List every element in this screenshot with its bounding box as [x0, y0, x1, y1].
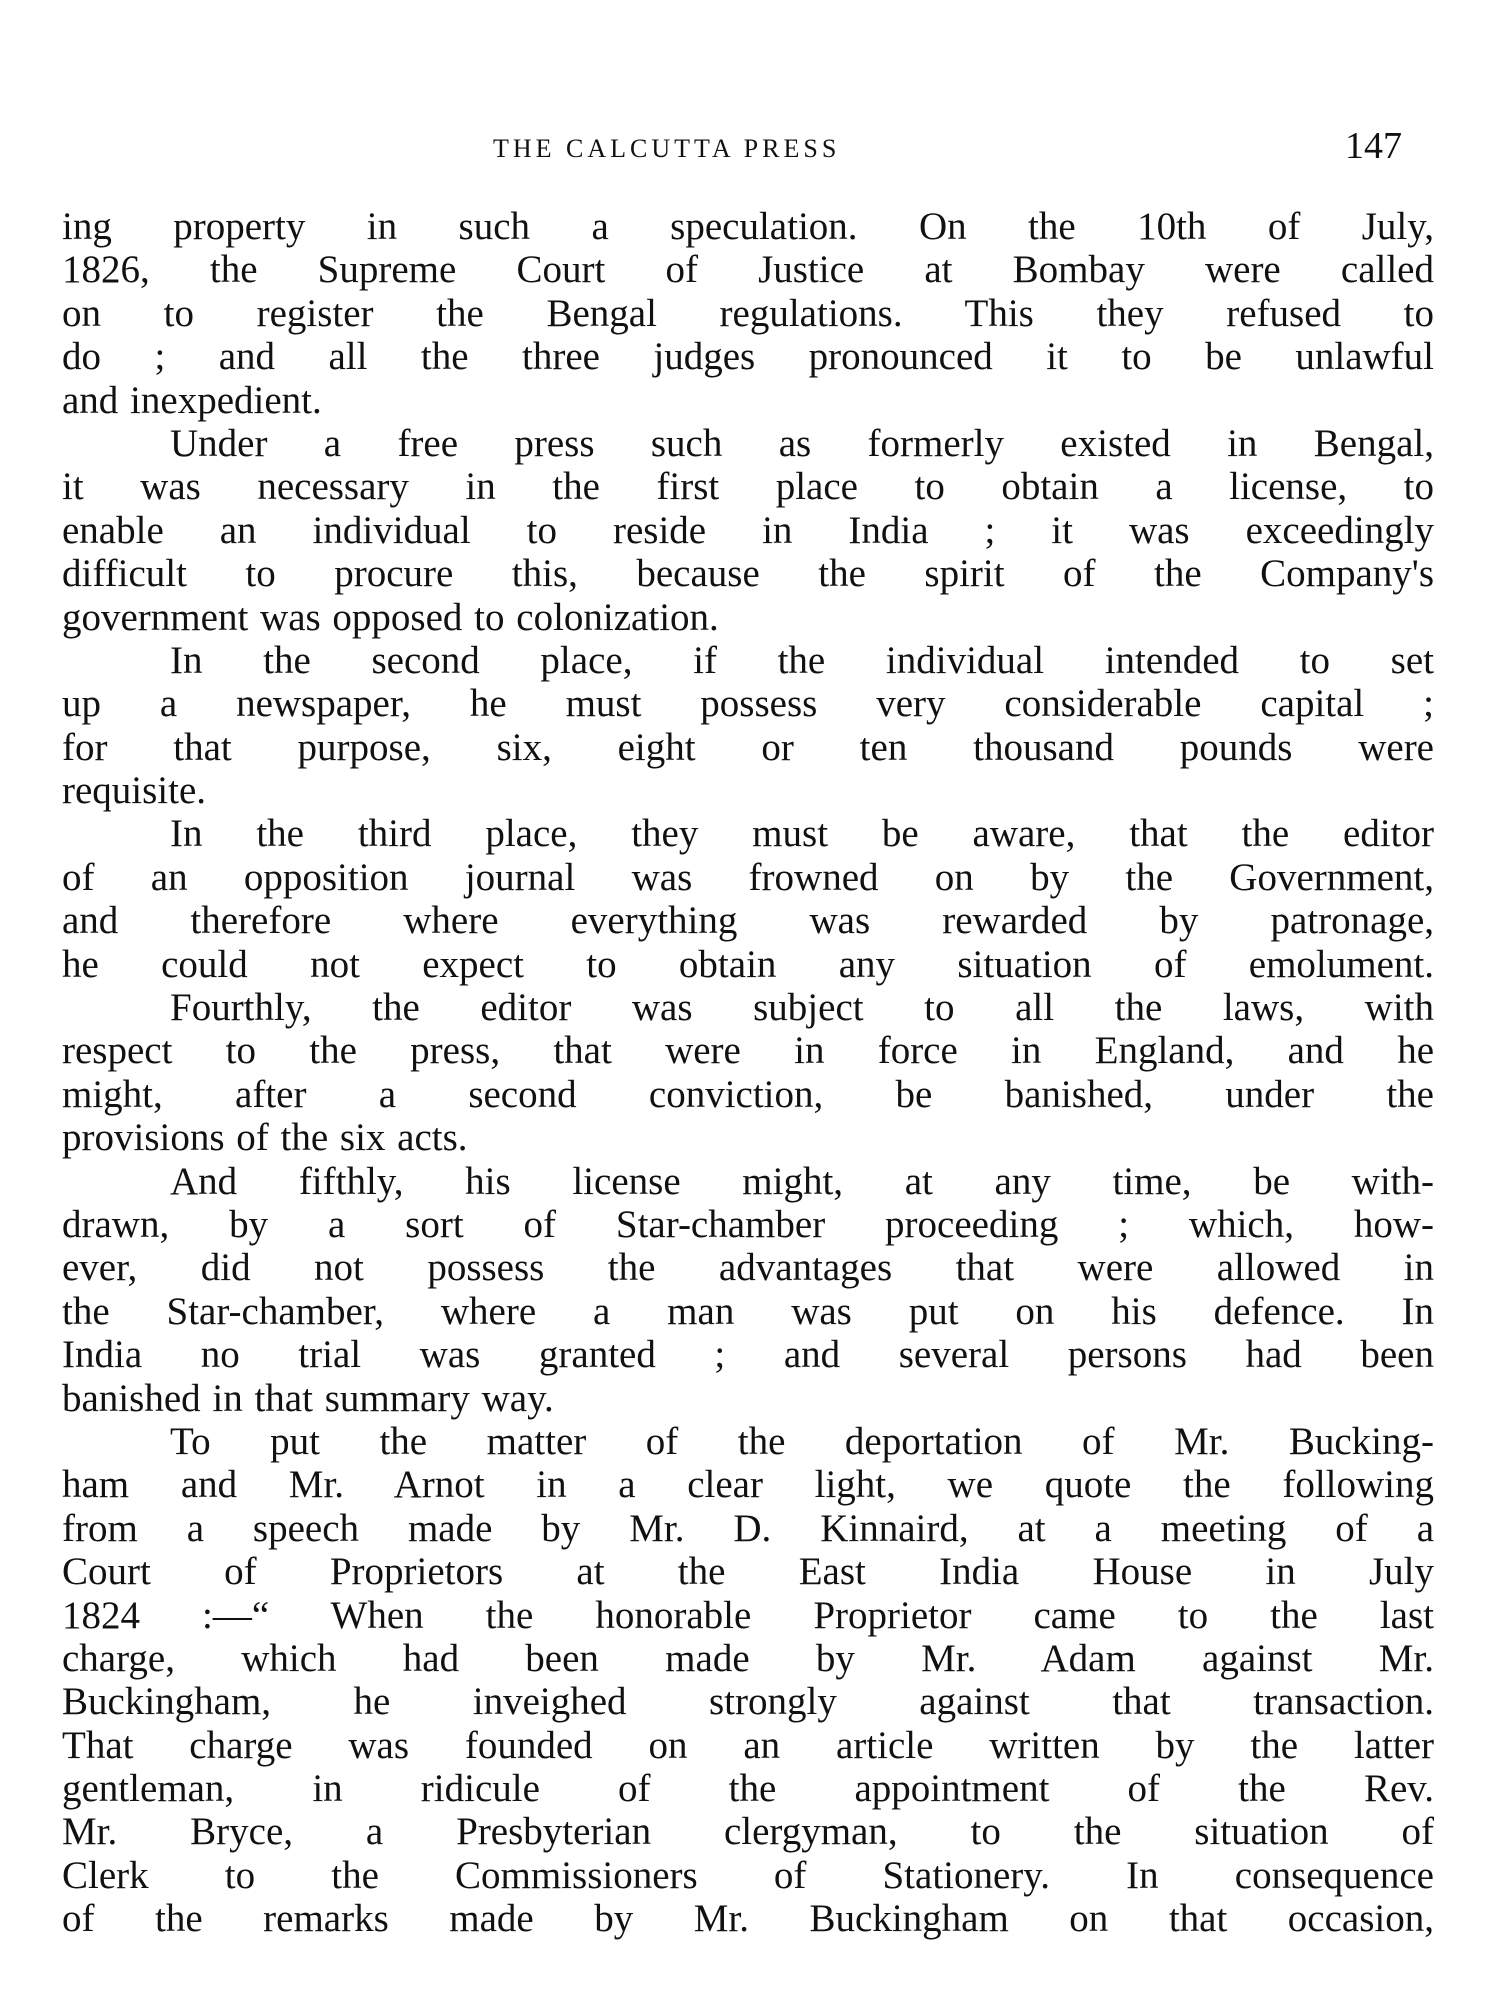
text-line: of the remarks made by Mr. Buckingham on that occasion,	[62, 1897, 1434, 1941]
text-line: Court of Proprietors at the East India House in July	[62, 1550, 1434, 1594]
text-line: up a newspaper, he must possess very considerable capital ;	[62, 682, 1434, 726]
text-line: and inexpedient.	[62, 378, 322, 422]
text-line: he could not expect to obtain any situation of emolument.	[62, 942, 1434, 986]
text-line: for that purpose, six, eight or ten thousand pounds were	[62, 725, 1434, 769]
text-line: ing property in such a speculation. On the 10th of July,	[62, 205, 1434, 248]
text-line: Under a free press such as formerly existed in Bengal,	[170, 421, 1434, 465]
text-line: Fourthly, the editor was subject to all the laws, with	[170, 986, 1434, 1030]
text-line: In the third place, they must be aware, that the editor	[170, 812, 1434, 856]
text-line: respect to the press, that were in force in England, and he	[62, 1029, 1434, 1073]
text-line: it was necessary in the first place to obtain a license, to	[62, 465, 1434, 509]
text-line: banished in that summary way.	[62, 1376, 554, 1420]
text-line: drawn, by a sort of Star-chamber proceeding ; which, how-	[62, 1202, 1434, 1246]
text-line: on to register the Bengal regulations. This they refused to	[62, 291, 1434, 335]
text-line: Clerk to the Commissioners of Stationery. In consequence	[62, 1853, 1434, 1897]
text-line: Buckingham, he inveighed strongly against that transaction.	[62, 1680, 1434, 1724]
text-line: enable an individual to reside in India ; it was exceedingly	[62, 508, 1434, 552]
text-line: provisions of the six acts.	[62, 1116, 468, 1160]
text-line: ever, did not possess the advantages that were allowed in	[62, 1246, 1434, 1290]
text-line: might, after a second conviction, be banished, under the	[62, 1072, 1434, 1116]
text-line: of an opposition journal was frowned on by the Government,	[62, 855, 1434, 899]
text-line: from a speech made by Mr. D. Kinnaird, at a meeting of a	[62, 1506, 1434, 1550]
text-line: That charge was founded on an article written by the latter	[62, 1723, 1434, 1767]
text-line: Mr. Bryce, a Presbyterian clergyman, to the situation of	[62, 1810, 1434, 1854]
running-head	[0, 125, 1500, 176]
text-line: And fifthly, his license might, at any time, be with-	[170, 1159, 1434, 1203]
text-line: and therefore where everything was rewarded by patronage,	[62, 899, 1434, 943]
text-line: In the second place, if the individual intended to set	[170, 638, 1434, 682]
text-line: gentleman, in ridicule of the appointment of the Rev.	[62, 1767, 1434, 1811]
text-line: requisite.	[62, 769, 207, 813]
text-line: ham and Mr. Arnot in a clear light, we quote the following	[62, 1463, 1434, 1507]
text-line: 1826, the Supreme Court of Justice at Bombay were called	[62, 248, 1434, 292]
text-line: To put the matter of the deportation of Mr. Bucking-	[170, 1419, 1434, 1463]
text-line: do ; and all the three judges pronounced it to be unlawful	[62, 335, 1434, 379]
text-line: government was opposed to colonization.	[62, 595, 719, 639]
text-line: India no trial was granted ; and several persons had been	[62, 1333, 1434, 1377]
page-number: 147	[1345, 125, 1402, 167]
running-title: THE CALCUTTA PRESS	[493, 134, 841, 163]
text-line: 1824 :—“ When the honorable Proprietor came to the last	[62, 1593, 1434, 1637]
text-line: difficult to procure this, because the spirit of the Company's	[62, 552, 1434, 596]
body-text	[62, 205, 1434, 1941]
text-line: charge, which had been made by Mr. Adam against Mr.	[62, 1636, 1434, 1680]
text-line: the Star-chamber, where a man was put on his defence. In	[62, 1289, 1434, 1333]
